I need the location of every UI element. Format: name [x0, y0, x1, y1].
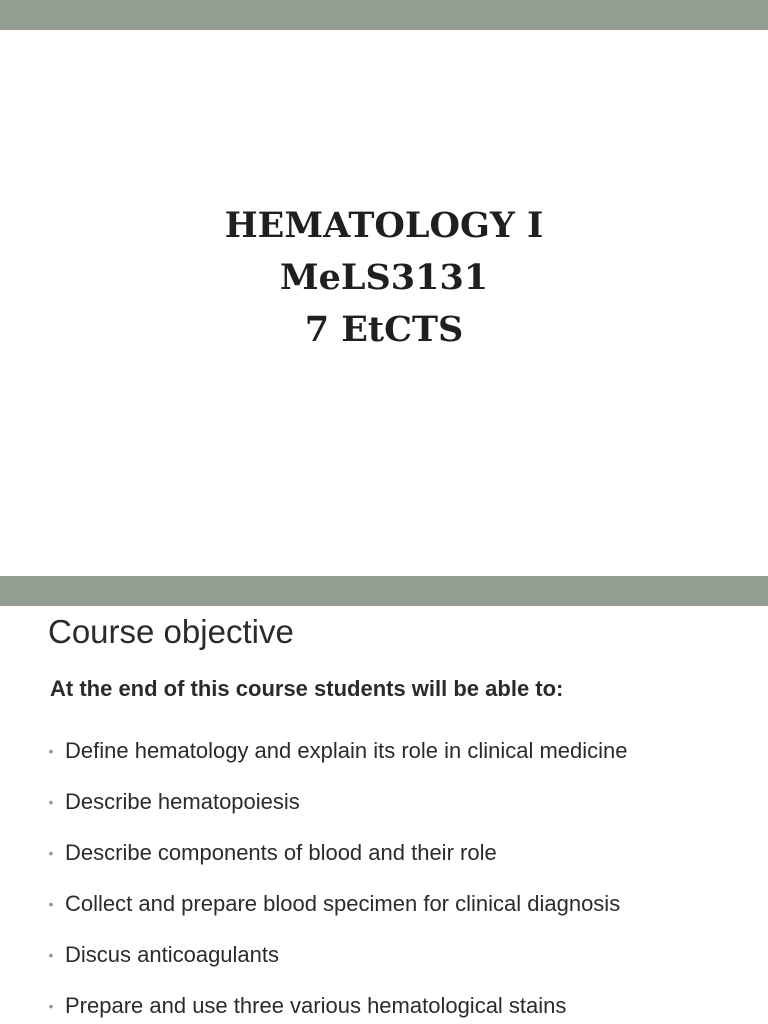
list-item: [44, 776, 628, 827]
bullet-dot-icon: •: [48, 793, 54, 810]
bullet-dot-icon: •: [48, 742, 54, 759]
list-item-text: Define hematology and explain its role in clinical medicine: [65, 737, 628, 763]
slide-divider-band: [0, 576, 768, 606]
bullet-dot-icon: •: [48, 895, 54, 912]
list-item-text: Describe components of blood and their role: [65, 839, 497, 865]
list-item-text: Prepare and use three various hematological stains: [65, 992, 567, 1018]
list-item-text: Describe hematopoiesis: [65, 788, 300, 814]
list-item: [44, 725, 628, 776]
objective-list: [44, 725, 628, 1024]
course-title: HEMATOLOGY I: [224, 205, 544, 246]
bullet-dot-icon: •: [48, 946, 54, 963]
title-slide: [0, 200, 768, 356]
top-accent-band: [0, 0, 768, 30]
course-code: MeLS3131: [279, 257, 489, 298]
objective-heading: Course objective: [48, 613, 294, 650]
list-item-text: Discus anticoagulants: [65, 941, 280, 967]
list-item: [44, 980, 628, 1024]
bullet-dot-icon: •: [48, 844, 54, 861]
list-item: [44, 929, 628, 980]
list-item: [44, 827, 628, 878]
course-credits: 7 EtCTS: [304, 309, 464, 350]
list-item-text: Collect and prepare blood specimen for clinical diagnosis: [65, 890, 621, 916]
bullet-dot-icon: •: [48, 997, 54, 1014]
list-item: [44, 878, 628, 929]
objective-intro: At the end of this course students will be able to:: [50, 676, 564, 701]
